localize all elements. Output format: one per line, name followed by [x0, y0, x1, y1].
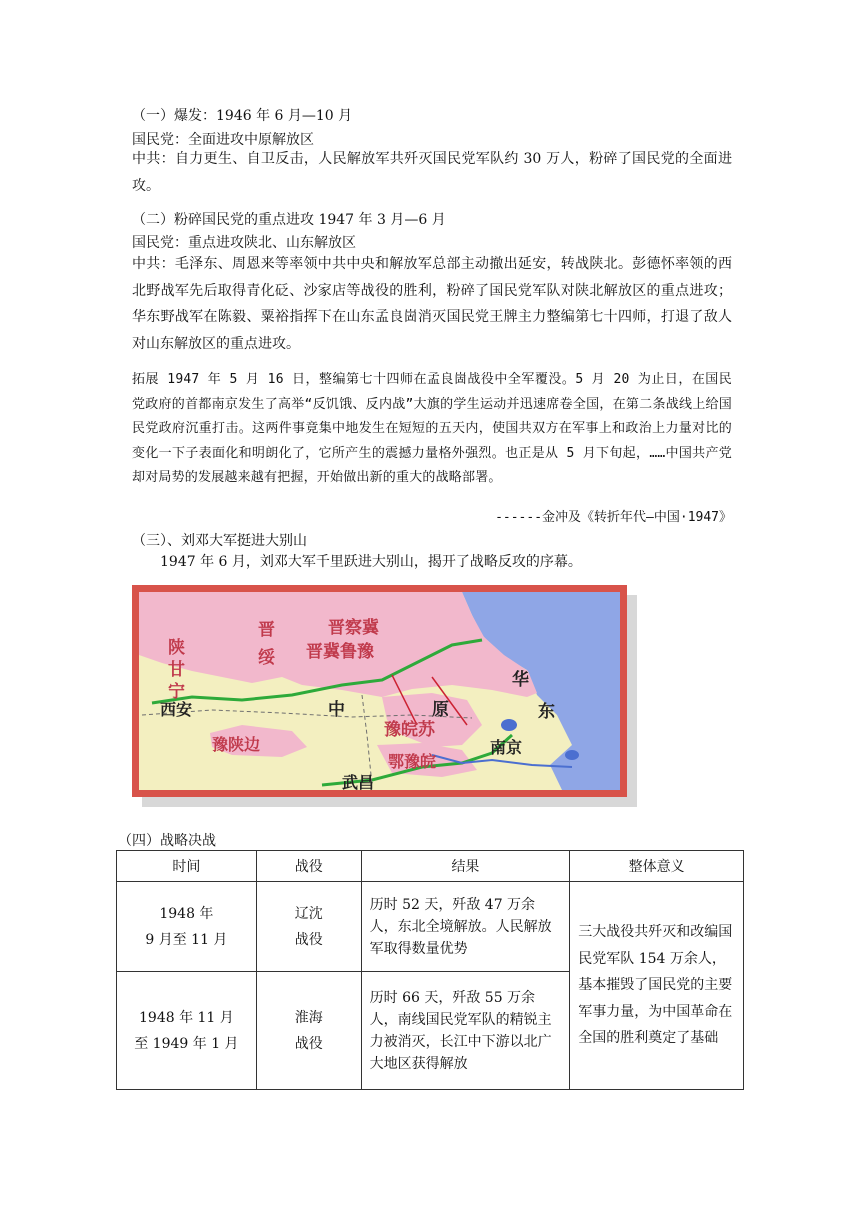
map-label-dong: 东: [538, 702, 555, 722]
row2-time-line1: 1948 年 11 月: [139, 1009, 234, 1026]
section4-heading: （四）战略决战: [118, 833, 216, 849]
row2-battle-line1: 淮海: [294, 1009, 323, 1026]
extension-source: ------金冲及《转折年代—中国·1947》: [495, 510, 732, 525]
map-label-shaanganning-2: 甘: [168, 660, 185, 680]
map-label-nanjing: 南京: [490, 738, 523, 757]
row1-battle-line1: 辽沈: [294, 905, 323, 922]
row1-battle: [256, 882, 361, 972]
row2-result: 历时 66 天，歼敌 55 万余人，南线国民党军队的精锐主力被消灭，长江中下游以北广大地区获得解放: [361, 972, 570, 1090]
map-label-hua: 华: [512, 670, 529, 690]
row2-time-line2: 至 1949 年 1 月: [134, 1035, 239, 1052]
map-label-jinchaji: 晋察冀: [328, 618, 379, 638]
table-header-row: [117, 851, 744, 882]
section2-kmt: 国民党：重点进攻陕北、山东解放区: [132, 235, 356, 251]
map-label-wuchang: 武昌: [342, 773, 375, 792]
map-label-jinjiluyu: 晋冀鲁豫: [306, 642, 374, 662]
section1-ccp: 中共：自力更生、自卫反击，人民解放军共歼灭国民党军队约 30 万人，粉碎了国民党的全面进攻。: [132, 151, 732, 194]
map-label-shaanganning-3: 宁: [168, 682, 185, 702]
row2-time: [117, 972, 257, 1090]
map-label-jinsui-2: 绥: [258, 648, 275, 668]
extension-text: 拓展 1947 年 5 月 16 日，整编第七十四师在孟良崮战役中全军覆没。5 月 20 为止日，在国民党政府的首都南京发生了高举“反饥饿、反内战”大旗的学生运动并迅速席卷全国，在第二条战线上给国民党政府沉重打击。这两件事竟集中地发生在短短的五天内，使国共双方在军事上和政治上力量对比的变化一下子表面化和明朗化了，它所产生的震撼力量格外强烈。也正是从 5 月下旬起，……中国共产党却对局势的发展越来越有把握，开始做出新的重大的战略部署。: [132, 372, 732, 485]
header-result: 结果: [361, 851, 570, 882]
map-label-jinsui-1: 晋: [258, 620, 275, 640]
row2-battle-line2: 战役: [294, 1035, 323, 1052]
map-label-zhong: 中: [328, 700, 345, 720]
map-label-eyuwan: 鄂豫皖: [388, 752, 437, 771]
map-label-xian: 西安: [160, 700, 193, 719]
row1-time-line1: 1948 年: [159, 905, 214, 922]
header-time: 时间: [117, 851, 257, 882]
row2-battle: [256, 972, 361, 1090]
row1-battle-line2: 战役: [294, 931, 323, 948]
row1-time: [117, 882, 257, 972]
overall-significance: 三大战役共歼灭和改编国民党军队 154 万余人，基本摧毁了国民党的主要军事力量，为中国革命在全国的胜利奠定了基础: [570, 882, 744, 1090]
section2-heading: （二）粉碎国民党的重点进攻 1947 年 3 月—6 月: [132, 212, 446, 228]
row1-time-line2: 9 月至 11 月: [145, 931, 228, 948]
section1-heading: （一）爆发：1946 年 6 月—10 月: [132, 108, 353, 124]
section3-heading: （三）、刘邓大军挺进大别山: [132, 533, 307, 549]
liu-deng-map: [132, 585, 637, 807]
header-significance: 整体意义: [570, 851, 744, 882]
table-row: [117, 882, 744, 972]
header-battle: 战役: [256, 851, 361, 882]
map-label-yuan: 原: [432, 700, 449, 720]
section1-kmt: 国民党：全面进攻中原解放区: [132, 132, 314, 148]
section3-text: 1947 年 6 月，刘邓大军千里跃进大别山，揭开了战略反攻的序幕。: [160, 554, 582, 570]
row1-result: 历时 52 天，歼敌 47 万余人，东北全境解放。人民解放军取得数量优势: [361, 882, 570, 972]
map-label-shaanganning-1: 陕: [168, 638, 185, 658]
map-label-yuwansu: 豫皖苏: [384, 720, 435, 740]
map-label-yushaanbian: 豫陕边: [212, 735, 261, 754]
section2-ccp: 中共：毛泽东、周恩来等率领中共中央和解放军总部主动撤出延安，转战陕北。彭德怀率领的西北野战军先后取得青化砭、沙家店等战役的胜利，粉碎了国民党军队对陕北解放区的重点进攻；华东野战军在陈毅、粟裕指挥下在山东孟良崮消灭国民党王牌主力整编第七十四师，打退了敌人对山东解放区的重点进攻。: [132, 256, 732, 352]
strategic-battles-table: [116, 850, 744, 1090]
